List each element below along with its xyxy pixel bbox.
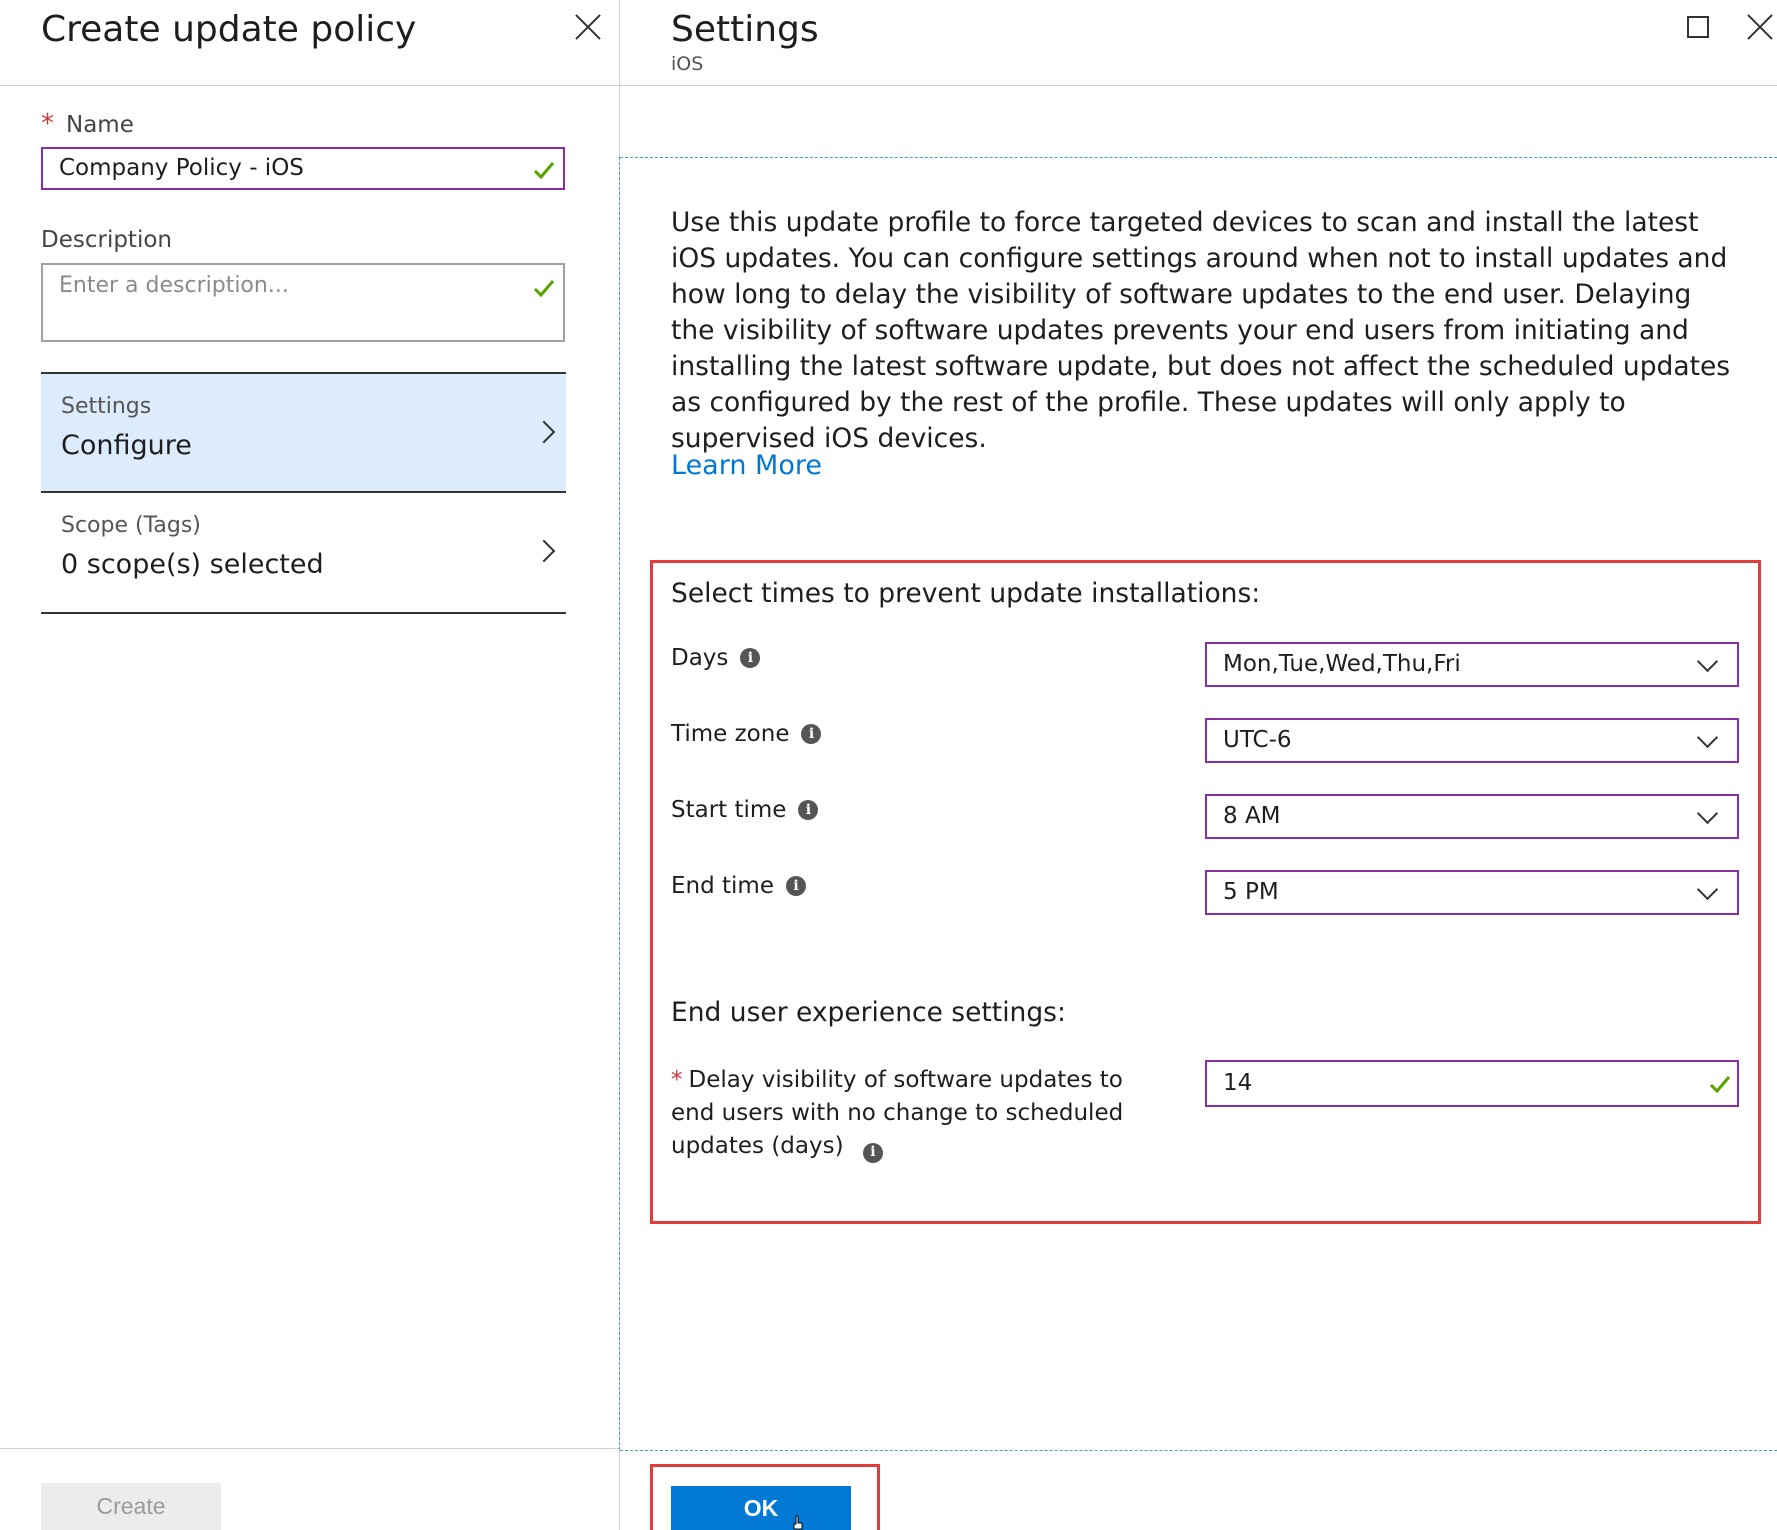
checkmark-icon [533,159,555,181]
required-marker: * [41,109,54,139]
field-label-text: End time [671,873,774,899]
chevron-right-icon [533,421,556,444]
field-label-text: Days [671,645,729,671]
name-label: Name [66,112,134,138]
focus-outline [620,157,1777,158]
ok-button[interactable]: OK [671,1486,851,1530]
delay-days-value: 14 [1223,1070,1253,1096]
close-icon[interactable] [1743,10,1777,44]
field-label-text: Delay visibility of software updates to end users with no change to scheduled updates (days) [671,1067,1124,1159]
field-label-text: Start time [671,797,787,823]
intro-description: Use this update profile to force targeted devices to scan and install the latest iOS updates. You can configure settings around when not to install updates and how long to delay the visibility of software updates to the end user. Delaying the visibility of software updates prevents your end users from initiating and installing the latest software update, but does not affect the scheduled updates as configured by the rest of the profile. These updates will only apply to supervised iOS devices. [671,207,1731,454]
dropdown-value: UTC-6 [1223,727,1292,753]
days-label [671,645,760,671]
prevent-installations-heading: Select times to prevent update installations: [671,578,1261,609]
footer-divider [0,1448,619,1449]
nav-item-settings[interactable] [41,372,566,493]
info-icon[interactable]: i [740,648,760,668]
checkmark-icon [533,277,555,299]
focus-outline [620,1450,1777,1451]
time-zone-label [671,721,821,747]
dropdown-value: 5 PM [1223,879,1279,905]
blade-subtitle: iOS [671,53,704,75]
chevron-down-icon [1697,879,1718,900]
nav-item-value: Configure [61,430,192,461]
description-label: Description [41,227,172,253]
time-zone-dropdown[interactable] [1205,718,1739,763]
end-user-experience-heading: End user experience settings: [671,997,1066,1028]
learn-more-link[interactable]: Learn More [671,450,822,481]
days-dropdown[interactable] [1205,642,1739,687]
chevron-down-icon [1697,727,1718,748]
name-field-label [41,110,134,139]
name-input[interactable] [41,147,565,190]
chevron-down-icon [1697,803,1718,824]
header-divider [620,85,1777,86]
field-label-text: Time zone [671,721,790,747]
create-update-policy-blade [0,0,619,1530]
info-icon[interactable]: i [801,724,821,744]
create-button[interactable]: Create [41,1483,221,1530]
delay-days-input[interactable] [1205,1060,1739,1107]
blade-title: Create update policy [41,9,417,50]
dropdown-value: Mon,Tue,Wed,Thu,Fri [1223,651,1461,677]
nav-item-value: 0 scope(s) selected [61,549,324,580]
blade-title: Settings [671,9,819,50]
focus-outline [619,157,620,1450]
info-icon[interactable]: i [863,1143,883,1163]
chevron-right-icon [533,540,556,563]
end-time-label [671,873,806,899]
mouse-cursor-icon [793,1515,803,1530]
required-marker: * [671,1067,683,1093]
header-divider [0,85,619,86]
checkmark-icon [1709,1073,1731,1095]
info-icon[interactable]: i [786,876,806,896]
dropdown-value: 8 AM [1223,803,1281,829]
chevron-down-icon [1697,651,1718,672]
description-input[interactable] [41,263,565,342]
delay-visibility-label [671,1064,1141,1163]
info-icon[interactable]: i [798,800,818,820]
nav-item-scope-tags[interactable] [41,493,566,614]
nav-item-label: Settings [61,394,152,419]
description-placeholder: Enter a description... [59,273,289,298]
name-input-value: Company Policy - iOS [59,155,304,181]
start-time-dropdown[interactable] [1205,794,1739,839]
start-time-label [671,797,818,823]
maximize-icon[interactable] [1687,16,1709,38]
end-time-dropdown[interactable] [1205,870,1739,915]
close-icon[interactable] [571,10,605,44]
nav-item-label: Scope (Tags) [61,513,201,538]
